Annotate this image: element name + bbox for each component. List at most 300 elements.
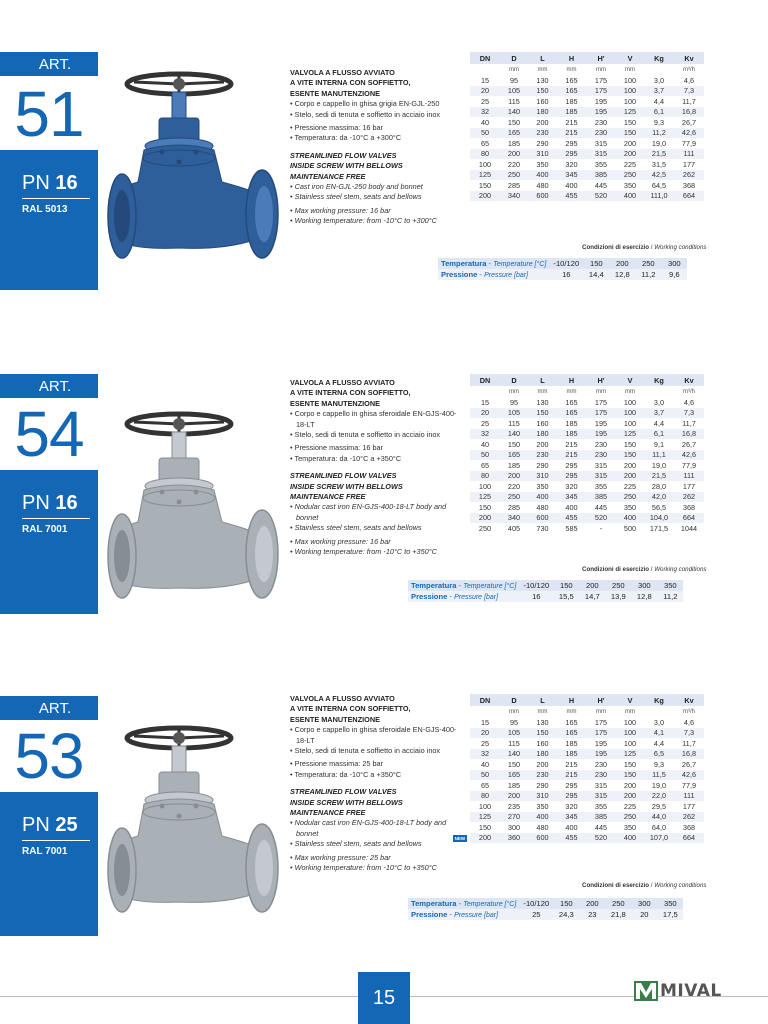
table-cell: 195 <box>586 749 616 760</box>
temperature-value: 200 <box>585 899 599 908</box>
table-cell: 150 <box>507 759 521 769</box>
table-cell: 360 <box>500 833 528 844</box>
table-cell: 32 <box>470 749 500 760</box>
table-cell: 200 <box>623 460 637 470</box>
column-header: D <box>500 374 528 386</box>
table-header-row <box>470 374 704 386</box>
table-cell: 200 <box>536 759 549 769</box>
table-cell: NEW 200 <box>470 833 500 844</box>
pressure-value: 24,3 <box>558 910 574 919</box>
pressure-temperature-table <box>408 898 683 920</box>
dimensions-table <box>470 374 704 534</box>
unit-cell: mm <box>509 708 519 715</box>
table-row <box>470 759 704 770</box>
product-description <box>290 378 465 558</box>
title-it-line: VALVOLA A FLUSSO AVVIATO <box>290 68 395 77</box>
title-en-line: MAINTENANCE FREE <box>290 808 366 818</box>
pressure-temperature-table <box>408 580 683 602</box>
pressure-temperature-table <box>438 258 687 280</box>
table-cell: 180 <box>528 749 557 760</box>
table-cell: 664 <box>674 191 704 202</box>
title-en-line: STREAMLINED FLOW VALVES <box>290 471 397 481</box>
table-row <box>470 138 704 149</box>
column-header: L <box>528 694 557 706</box>
column-header: Kv <box>674 374 704 386</box>
table-cell: 4,4 <box>653 96 665 106</box>
table-cell: 350 <box>623 822 637 832</box>
column-header: H' <box>586 52 616 64</box>
art-label: ART. <box>0 696 98 720</box>
table-cell: 230 <box>586 770 616 781</box>
table-cell: 185 <box>565 96 578 106</box>
table-cell: 350 <box>536 801 549 811</box>
column-header: DN <box>470 374 500 386</box>
table-cell: 21,5 <box>644 149 674 160</box>
table-row <box>470 791 704 802</box>
table-cell: 400 <box>528 170 557 181</box>
unit-cell: mm <box>537 388 548 395</box>
table-cell: 6,1 <box>644 107 674 118</box>
pressure-label: Pressione - Pressure [bar] <box>441 270 529 279</box>
table-cell: 111 <box>674 791 704 802</box>
table-cell: 105 <box>500 728 528 739</box>
pn-divider <box>22 198 90 199</box>
table-cell: 295 <box>557 471 586 482</box>
pressure-value: 16 <box>562 270 571 279</box>
table-cell: 200 <box>616 149 644 160</box>
table-row <box>470 107 704 118</box>
table-cell: 177 <box>682 481 696 491</box>
column-header: H' <box>586 694 616 706</box>
table-row <box>470 749 704 760</box>
table-cell: 295 <box>557 149 586 160</box>
table-cell: 315 <box>586 149 616 160</box>
table-cell: 300 <box>507 822 521 832</box>
table-cell: 200 <box>623 780 637 790</box>
table-cell: 400 <box>616 513 644 524</box>
column-header: Kv <box>674 694 704 706</box>
valve-image <box>104 402 282 614</box>
table-cell: 340 <box>500 191 528 202</box>
unit-cell: mm <box>509 388 519 395</box>
column-header: DN <box>470 52 500 64</box>
table-cell: 80 <box>470 149 500 160</box>
table-cell: 42,6 <box>674 770 704 781</box>
table-cell: 95 <box>509 75 519 85</box>
table-cell: 250 <box>500 170 528 181</box>
table-cell: 315 <box>586 471 616 482</box>
table-cell: 320 <box>565 159 578 169</box>
table-cell: 160 <box>536 96 549 106</box>
pressure-value: 11,2 <box>641 270 656 279</box>
table-cell: 262 <box>674 812 704 823</box>
table-cell: 42,5 <box>644 170 674 181</box>
table-cell: 285 <box>507 502 521 512</box>
table-cell: 200 <box>470 513 500 524</box>
table-cell: 400 <box>565 502 578 512</box>
table-cell: 111 <box>674 471 704 482</box>
bullet-it: • Temperatura: da -10°C a +350°C <box>290 453 402 463</box>
unit-cell: mm <box>537 66 548 73</box>
table-cell: 350 <box>623 502 637 512</box>
table-cell: 455 <box>557 191 586 202</box>
table-cell: 350 <box>623 180 637 190</box>
temperature-row <box>408 580 683 591</box>
table-cell: 100 <box>623 397 637 407</box>
table-cell: 150 <box>616 450 644 461</box>
table-cell: 600 <box>528 833 557 844</box>
product-description <box>290 68 465 227</box>
table-cell: 310 <box>528 149 557 160</box>
table-cell: 115 <box>508 418 520 428</box>
pressure-value: 15,5 <box>558 592 574 601</box>
column-header: Kg <box>644 52 674 64</box>
table-cell: 730 <box>536 523 549 533</box>
table-cell: 111 <box>674 149 704 160</box>
table-cell: 185 <box>557 749 586 760</box>
table-cell: 400 <box>565 822 578 832</box>
table-cell: 400 <box>565 180 578 190</box>
table-cell: 171,5 <box>649 523 669 533</box>
column-header: V <box>616 374 644 386</box>
title-en-line: INSIDE SCREW WITH BELLOWS <box>290 797 403 807</box>
brand-logo <box>634 981 722 1001</box>
table-cell: 64,0 <box>651 822 667 832</box>
table-cell: 165 <box>565 75 578 85</box>
column-header: H <box>557 694 586 706</box>
table-row <box>470 513 704 524</box>
bullet-it: • Temperatura: da -10°C a +350°C <box>290 769 402 779</box>
table-cell: 150 <box>623 759 637 769</box>
table-cell: 185 <box>507 138 521 148</box>
table-cell: 200 <box>500 471 528 482</box>
table-cell: 16,8 <box>674 107 704 118</box>
bullet-it: • Pressione massima: 16 bar <box>290 123 384 133</box>
bullet-en: • Nodular cast iron EN-GJS-400-18-LT body and bonnet <box>290 502 447 522</box>
table-row <box>470 128 704 139</box>
temperature-label: Temperatura - Temperature [°C] <box>441 259 547 268</box>
bullet-it: • Temperatura: da -10°C a +300°C <box>290 133 402 143</box>
table-cell: 262 <box>674 492 704 503</box>
table-cell: 200 <box>616 791 644 802</box>
working-conditions-caption: Condizioni di esercizio / Working conditions <box>582 244 707 251</box>
table-cell: 480 <box>536 180 549 190</box>
table-cell: 385 <box>586 492 616 503</box>
table-cell: 100 <box>478 801 492 811</box>
table-cell: 140 <box>500 107 528 118</box>
bullet-en: • Working temperature: from -10°C to +350°C <box>290 863 437 873</box>
table-cell: 480 <box>536 502 549 512</box>
pressure-value: 23 <box>588 910 597 919</box>
table-cell: 385 <box>586 812 616 823</box>
table-cell: 355 <box>594 801 608 811</box>
table-cell: 175 <box>586 728 616 739</box>
pressure-value: 16 <box>532 592 541 601</box>
table-cell: 65 <box>480 780 490 790</box>
units-row <box>470 706 704 717</box>
table-cell: 400 <box>528 812 557 823</box>
table-cell: 115 <box>508 96 520 106</box>
bullet-it: • Stelo, sedi di tenuta e soffietto in acciaio inox <box>290 430 441 440</box>
table-cell: 29,5 <box>651 801 667 811</box>
table-cell: 4,4 <box>653 418 665 428</box>
table-cell: 25 <box>480 738 490 748</box>
unit-cell <box>470 386 500 397</box>
table-cell: 150 <box>507 439 521 449</box>
table-cell: 65 <box>480 460 490 470</box>
table-cell: 165 <box>500 770 528 781</box>
table-cell: 220 <box>507 481 521 491</box>
table-cell: 125 <box>470 170 500 181</box>
table-cell: 230 <box>528 128 557 139</box>
table-cell: 100 <box>623 96 637 106</box>
table-cell: 11,7 <box>682 418 696 428</box>
art-number: 51 <box>14 78 84 150</box>
table-cell: 664 <box>674 833 704 844</box>
table-cell: 185 <box>557 107 586 118</box>
table-cell: 26,7 <box>681 117 697 127</box>
table-cell: 130 <box>536 75 549 85</box>
unit-cell <box>470 706 500 717</box>
table-cell: 310 <box>528 791 557 802</box>
temperature-value: 150 <box>559 899 573 908</box>
table-cell: 40 <box>480 439 490 449</box>
bullet-en: • Working temperature: from -10°C to +300°C <box>290 216 437 226</box>
table-cell: 368 <box>682 822 696 832</box>
table-cell: 42,6 <box>674 450 704 461</box>
temperature-value: 300 <box>637 581 651 590</box>
temperature-value: -10/120 <box>523 581 550 590</box>
table-cell: 100 <box>623 738 637 748</box>
table-cell: 215 <box>557 770 586 781</box>
unit-cell <box>644 706 674 717</box>
table-cell: 664 <box>674 513 704 524</box>
table-cell: 31,5 <box>651 159 667 169</box>
bullet-it: • Corpo e cappello in ghisa sferoidale EN-GJS-400-18-LT <box>290 409 457 429</box>
unit-cell: m³/h <box>683 66 695 73</box>
table-cell: 230 <box>594 117 608 127</box>
table-row <box>470 75 704 86</box>
table-cell: 19,0 <box>651 780 667 790</box>
table-row <box>470 471 704 482</box>
table-cell: 150 <box>478 502 492 512</box>
bullet-en: • Nodular cast iron EN-GJS-400-18-LT body and bonnet <box>290 818 447 838</box>
table-cell: 285 <box>507 180 521 190</box>
bullet-it: • Pressione massima: 25 bar <box>290 759 384 769</box>
table-cell: 125 <box>616 107 644 118</box>
table-cell: 270 <box>500 812 528 823</box>
table-cell: 7,3 <box>674 728 704 739</box>
pn-value: 16 <box>55 492 78 514</box>
pressure-row <box>408 909 683 920</box>
pn-divider <box>22 518 90 519</box>
table-cell: 165 <box>565 397 578 407</box>
table-row <box>470 170 704 181</box>
dimensions-table <box>470 52 704 201</box>
table-cell: 150 <box>623 117 637 127</box>
table-cell: 195 <box>594 96 608 106</box>
table-cell: 25 <box>480 96 490 106</box>
pressure-value: 11,2 <box>663 592 678 601</box>
pn-prefix: PN <box>22 492 50 514</box>
table-cell: 42,6 <box>674 128 704 139</box>
table-cell: 15 <box>480 75 490 85</box>
table-cell: 140 <box>500 429 528 440</box>
table-cell: 520 <box>586 513 616 524</box>
table-cell: 95 <box>509 717 519 727</box>
table-cell: 50 <box>470 450 500 461</box>
table-cell: 100 <box>616 728 644 739</box>
bullet-en: • Stainless steel stem, seats and bellows <box>290 192 422 202</box>
table-cell: 295 <box>557 791 586 802</box>
table-cell: 215 <box>565 117 578 127</box>
unit-cell: mm <box>596 708 606 715</box>
table-cell: 225 <box>623 801 637 811</box>
title-en-line: INSIDE SCREW WITH BELLOWS <box>290 481 403 491</box>
table-cell: 4,4 <box>653 738 665 748</box>
table-cell: 160 <box>536 418 549 428</box>
unit-cell: mm <box>566 66 577 73</box>
table-row <box>470 418 704 429</box>
table-cell: 175 <box>594 75 608 85</box>
bullet-en: • Stainless steel stem, seats and bellows <box>290 839 422 849</box>
table-cell: 150 <box>478 822 492 832</box>
table-cell: 250 <box>616 812 644 823</box>
table-cell: 175 <box>586 408 616 419</box>
table-cell: 445 <box>594 502 608 512</box>
table-cell: 104,0 <box>644 513 674 524</box>
pressure-row <box>408 591 683 602</box>
table-cell: 350 <box>536 481 549 491</box>
table-cell: 77,9 <box>681 780 697 790</box>
table-cell: 230 <box>528 770 557 781</box>
art-number: 53 <box>14 720 84 792</box>
table-cell: 400 <box>528 492 557 503</box>
table-cell: 100 <box>623 75 637 85</box>
column-header: H <box>557 374 586 386</box>
table-cell: 50 <box>470 770 500 781</box>
pressure-value: 13,9 <box>610 592 626 601</box>
table-cell: 225 <box>623 481 637 491</box>
table-cell: 7,3 <box>674 86 704 97</box>
table-cell: 150 <box>528 86 557 97</box>
table-cell: 16,8 <box>674 749 704 760</box>
pressure-label: Pressione - Pressure [bar] <box>411 592 499 601</box>
table-row <box>470 439 704 450</box>
table-cell: 125 <box>470 812 500 823</box>
table-cell: 177 <box>682 801 696 811</box>
table-cell: 355 <box>594 159 608 169</box>
temperature-row <box>408 898 683 909</box>
table-cell: 64,5 <box>651 180 667 190</box>
temperature-value: 350 <box>663 581 677 590</box>
bullet-it: • Stelo, sedi di tenuta e soffietto in acciaio inox <box>290 109 441 119</box>
table-cell: 20 <box>470 408 500 419</box>
pressure-value: 21,8 <box>610 910 626 919</box>
table-row <box>470 191 704 202</box>
table-cell: 215 <box>557 128 586 139</box>
table-cell: 250 <box>616 492 644 503</box>
table-cell: 480 <box>536 822 549 832</box>
table-cell: 3,0 <box>653 397 665 407</box>
valve-image <box>104 716 282 928</box>
table-cell: 32 <box>470 429 500 440</box>
table-cell: 385 <box>586 170 616 181</box>
table-cell: 200 <box>500 149 528 160</box>
pressure-label: Pressione - Pressure [bar] <box>411 910 499 919</box>
table-cell: 368 <box>682 180 696 190</box>
pressure-value: 20 <box>640 910 649 919</box>
column-header: L <box>528 374 557 386</box>
unit-cell: mm <box>625 708 635 715</box>
table-cell: 44,0 <box>644 812 674 823</box>
table-cell: 200 <box>536 117 549 127</box>
table-cell: 177 <box>682 159 696 169</box>
unit-cell: mm <box>596 388 606 395</box>
table-cell: 520 <box>586 833 616 844</box>
table-cell: 175 <box>586 86 616 97</box>
table-cell: 368 <box>682 502 696 512</box>
unit-cell: mm <box>509 66 519 73</box>
table-row <box>470 801 704 812</box>
temperature-value: 350 <box>663 899 677 908</box>
table-row <box>470 159 704 170</box>
table-cell: 165 <box>500 128 528 139</box>
table-row <box>470 523 704 534</box>
table-cell: - <box>599 523 603 533</box>
column-header: D <box>500 52 528 64</box>
title-en-line: MAINTENANCE FREE <box>290 171 366 181</box>
ral-color: RAL 7001 <box>22 846 68 857</box>
table-cell: 11,7 <box>682 96 696 106</box>
table-cell: 340 <box>500 513 528 524</box>
table-cell: 28,0 <box>651 481 667 491</box>
title-it-line: ESENTE MANUTENZIONE <box>290 714 380 724</box>
temperature-value: 300 <box>667 259 681 268</box>
temperature-value: 150 <box>559 581 573 590</box>
table-cell: 150 <box>623 439 637 449</box>
table-cell: 215 <box>565 439 578 449</box>
table-cell: 175 <box>594 717 608 727</box>
table-cell: 200 <box>536 439 549 449</box>
table-cell: 77,9 <box>681 138 697 148</box>
table-cell: 455 <box>557 833 586 844</box>
table-cell: 200 <box>616 471 644 482</box>
table-row <box>470 481 704 492</box>
table-header-row <box>470 694 704 706</box>
table-row <box>470 502 704 513</box>
table-cell: 290 <box>536 138 549 148</box>
table-cell: 295 <box>565 460 578 470</box>
column-header: Kg <box>644 374 674 386</box>
table-cell: 1044 <box>680 523 698 533</box>
table-cell: 290 <box>536 460 549 470</box>
table-row <box>470 492 704 503</box>
table-row <box>470 812 704 823</box>
table-row <box>470 833 704 844</box>
temperature-value: 300 <box>637 899 651 908</box>
ral-color: RAL 7001 <box>22 524 68 535</box>
table-cell: 230 <box>586 450 616 461</box>
working-conditions-caption: Condizioni di esercizio / Working conditions <box>582 566 707 573</box>
table-cell: 125 <box>616 429 644 440</box>
unit-cell: m³/h <box>683 388 695 395</box>
temperature-value: 200 <box>585 581 599 590</box>
unit-cell: mm <box>537 708 548 715</box>
table-cell: 65 <box>480 138 490 148</box>
table-cell: 150 <box>478 180 492 190</box>
bullet-en: • Max working pressure: 16 bar <box>290 536 391 546</box>
